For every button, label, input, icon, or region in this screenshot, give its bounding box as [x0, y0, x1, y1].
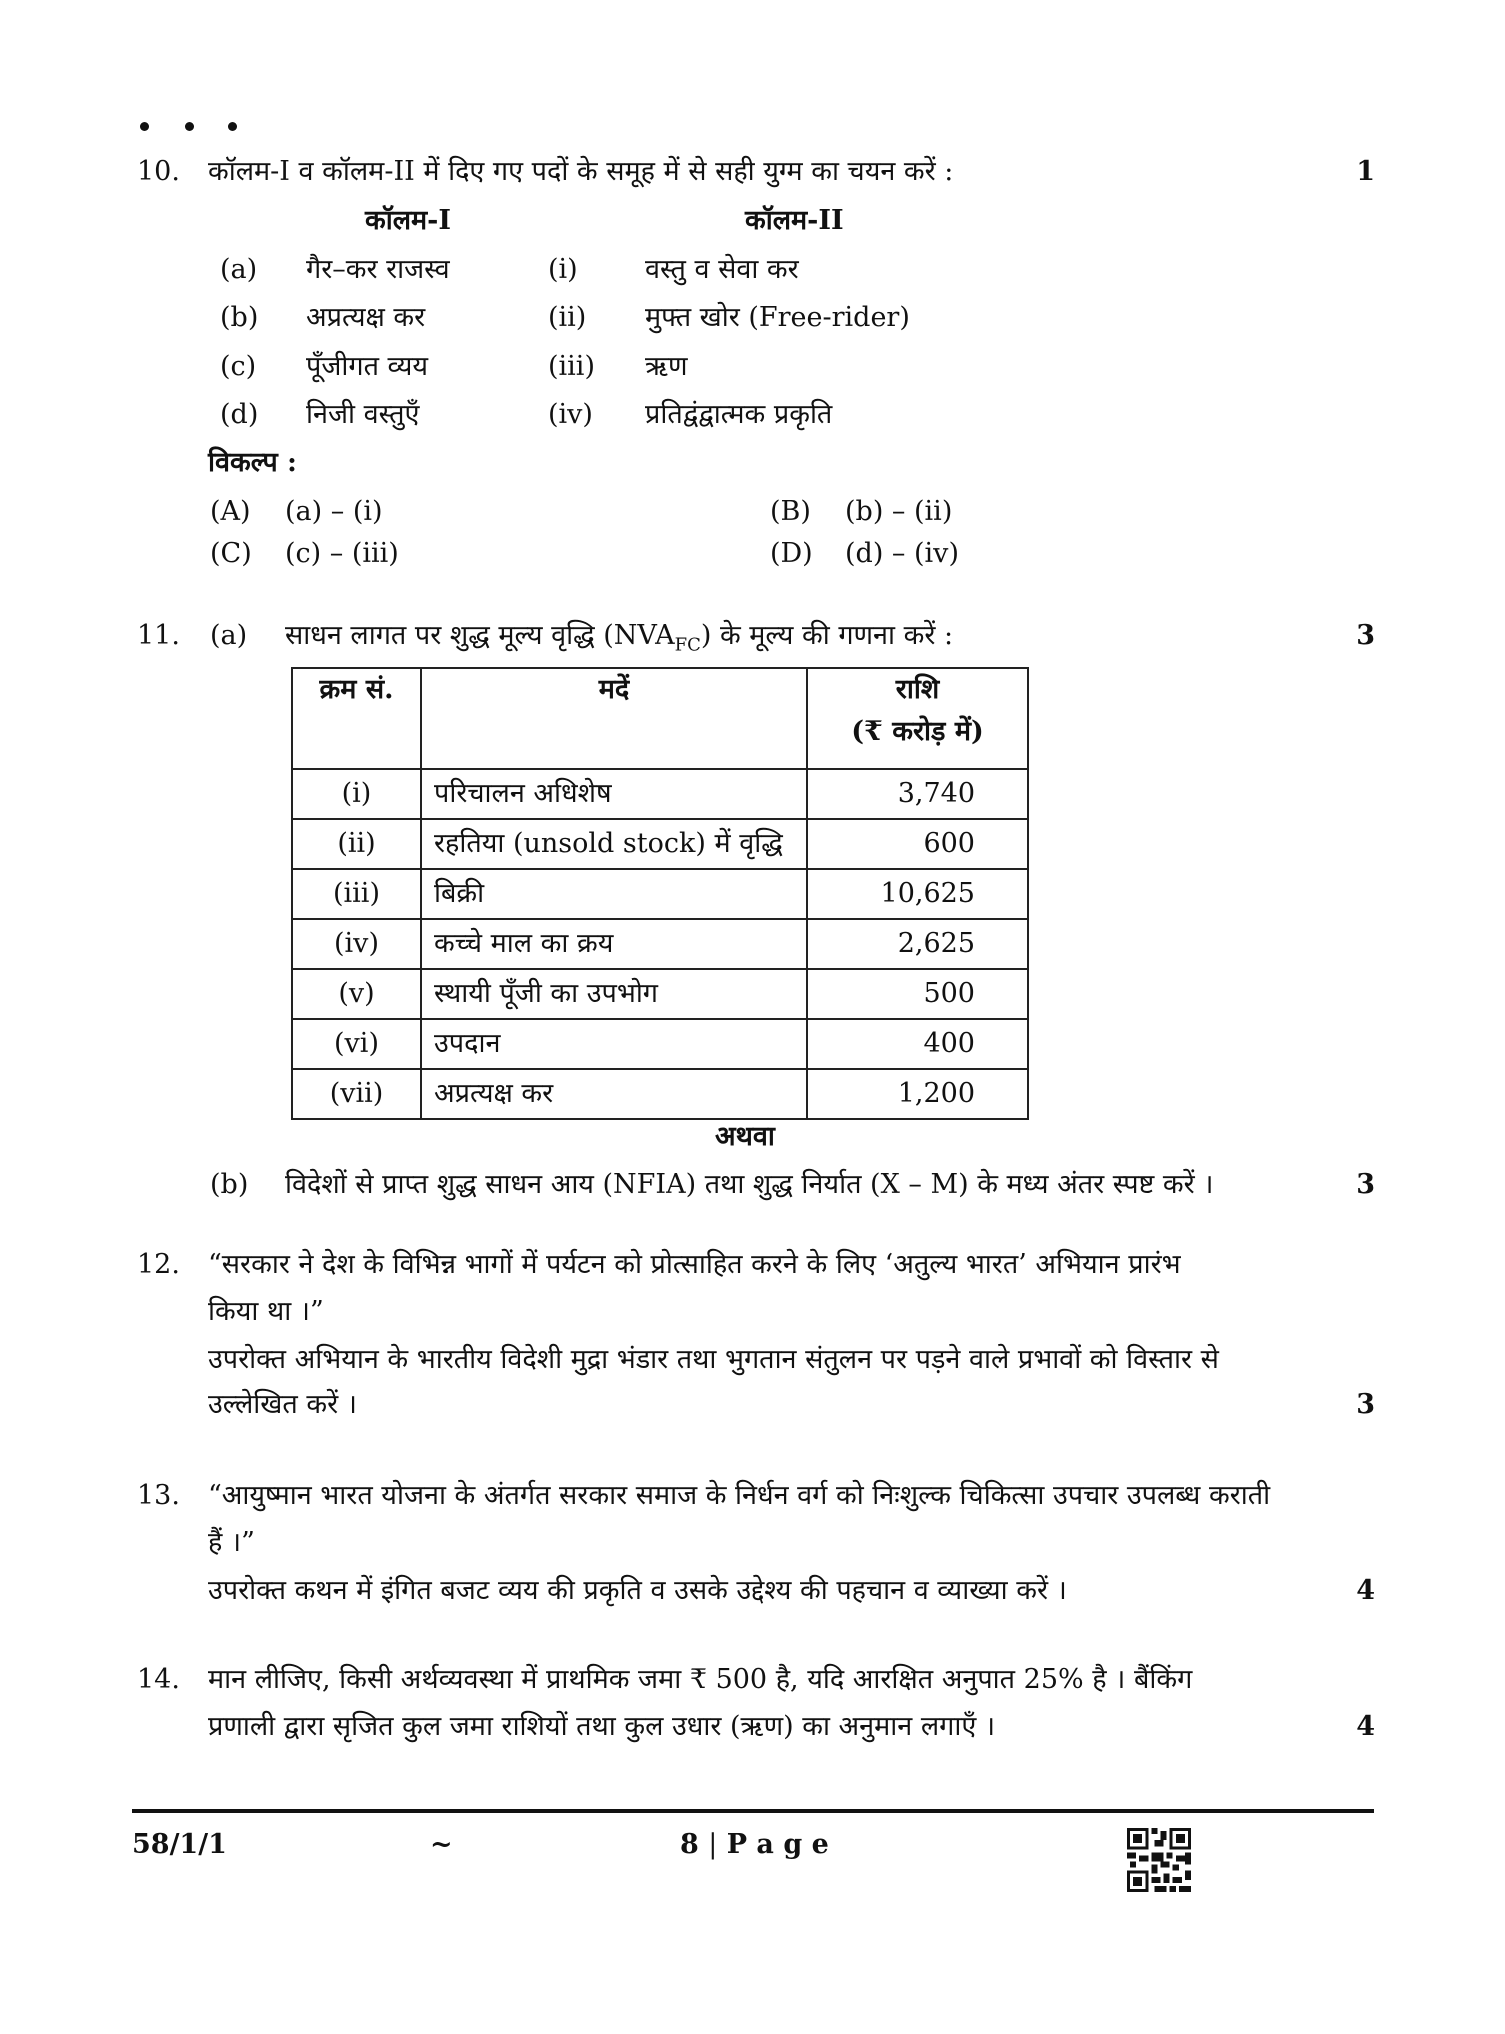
header-amount-unit: (₹ करोड़ में) [851, 716, 984, 747]
cell-serial: (i) [292, 769, 421, 819]
table-row [292, 969, 1028, 1019]
header-amount-title: राशि [895, 674, 940, 705]
row-match: मुफ्त खोर (Free-rider) [645, 302, 910, 333]
question-line: “आयुष्मान भारत योजना के अंतर्गत सरकार समाज के निर्धन वर्ग को निःशुल्क चिकित्सा उपचार उपलब्ध कराती [208, 1480, 1271, 1511]
header-serial: क्रम सं. [292, 668, 421, 769]
cell-serial: (ii) [292, 819, 421, 869]
or-label: अथवा [715, 1121, 775, 1152]
row-roman: (ii) [548, 302, 587, 333]
table-row [292, 769, 1028, 819]
question-line: किया था ।” [208, 1296, 324, 1327]
table-row [292, 919, 1028, 969]
option-key: (D) [770, 538, 813, 569]
footer-rule [132, 1809, 1374, 1813]
cell-serial: (iii) [292, 869, 421, 919]
marks: 1 [1356, 156, 1375, 187]
paper-code: 58/1/1 [132, 1829, 227, 1860]
table-row [292, 869, 1028, 919]
question-line: “सरकार ने देश के विभिन्न भागों में पर्यटन को प्रोत्साहित करने के लिए ‘अतुल्य भारत’ अभियान प्रारंभ [208, 1249, 1181, 1280]
cell-item: कच्चे माल का क्रय [421, 919, 807, 969]
marks: 4 [1356, 1711, 1375, 1742]
question-line: उल्लेखित करें । [208, 1389, 357, 1420]
part-a-subscript: FC [674, 634, 701, 656]
question-number: 12. [137, 1249, 180, 1280]
cell-item: रहतिया (unsold stock) में वृद्धि [421, 819, 807, 869]
marks: 3 [1356, 620, 1375, 651]
table-row [292, 1019, 1028, 1069]
part-a-text [285, 619, 953, 662]
option-key: (B) [770, 496, 811, 527]
cell-serial: (v) [292, 969, 421, 1019]
row-roman: (iii) [548, 351, 595, 382]
header-amount [807, 668, 1028, 769]
part-a-label: (a) [210, 620, 248, 651]
question-line: उपरोक्त अभियान के भारतीय विदेशी मुद्रा भंडार तथा भुगतान संतुलन पर पड़ने वाले प्रभावों को विस्तार से [208, 1344, 1219, 1375]
row-roman: (iv) [548, 399, 593, 430]
footer-tilde: ~ [430, 1829, 453, 1860]
qr-code-icon [1127, 1828, 1191, 1892]
cell-amount: 10,625 [807, 869, 1028, 919]
table-row [292, 1069, 1028, 1119]
row-match: ऋण [645, 351, 688, 382]
row-match: वस्तु व सेवा कर [645, 254, 799, 285]
row-label: (b) [220, 302, 259, 333]
row-roman: (i) [548, 254, 578, 285]
option-key: (C) [210, 538, 252, 569]
part-a-text-after: ) के मूल्य की गणना करें : [700, 620, 954, 651]
part-a-text-before: साधन लागत पर शुद्ध मूल्य वृद्धि (NVA [285, 620, 675, 651]
header-items: मदें [421, 668, 807, 769]
marks: 3 [1356, 1169, 1375, 1200]
question-line: हैं ।” [208, 1527, 255, 1558]
row-label: (c) [220, 351, 257, 382]
cell-item: बिक्री [421, 869, 807, 919]
cell-amount: 500 [807, 969, 1028, 1019]
cell-item: स्थायी पूँजी का उपभोग [421, 969, 807, 1019]
part-b-label: (b) [210, 1169, 249, 1200]
header-dot [228, 122, 237, 131]
page-label: P a g e [726, 1829, 829, 1860]
table-row [292, 819, 1028, 869]
option-value: (a) – (i) [285, 496, 383, 527]
header-dot [140, 122, 149, 131]
cell-item: उपदान [421, 1019, 807, 1069]
cell-serial: (iv) [292, 919, 421, 969]
page-separator: | [708, 1829, 718, 1860]
page-number: 8 [680, 1829, 699, 1860]
header-dot [185, 122, 194, 131]
row-term: गैर–कर राजस्व [306, 254, 450, 285]
row-term: पूँजीगत व्यय [306, 351, 429, 382]
question-number: 13. [137, 1480, 180, 1511]
question-line: मान लीजिए, किसी अर्थव्यवस्था में प्राथमिक जमा ₹ 500 है, यदि आरक्षित अनुपात 25% है । बैंकिंग [208, 1664, 1193, 1695]
row-label: (d) [220, 399, 259, 430]
cell-amount: 600 [807, 819, 1028, 869]
question-number: 11. [137, 620, 180, 651]
part-b-text: विदेशों से प्राप्त शुद्ध साधन आय (NFIA) तथा शुद्ध निर्यात (X – M) के मध्य अंतर स्पष्ट करें । [285, 1169, 1214, 1200]
cell-item: परिचालन अधिशेष [421, 769, 807, 819]
options-label: विकल्प : [208, 447, 298, 478]
row-term: निजी वस्तुएँ [306, 399, 420, 430]
question-text: कॉलम-I व कॉलम-II में दिए गए पदों के समूह में से सही युग्म का चयन करें : [208, 156, 954, 187]
option-value: (c) – (iii) [285, 538, 399, 569]
page-number-block [680, 1828, 829, 1862]
cell-amount: 2,625 [807, 919, 1028, 969]
row-match: प्रतिद्वंद्वात्मक प्रकृति [645, 399, 833, 430]
cell-serial: (vi) [292, 1019, 421, 1069]
cell-serial: (vii) [292, 1069, 421, 1119]
row-label: (a) [220, 254, 258, 285]
row-term: अप्रत्यक्ष कर [306, 302, 426, 333]
option-value: (b) – (ii) [845, 496, 953, 527]
cell-amount: 1,200 [807, 1069, 1028, 1119]
cell-item: अप्रत्यक्ष कर [421, 1069, 807, 1119]
question-number: 14. [137, 1664, 180, 1695]
question-line: उपरोक्त कथन में इंगित बजट व्यय की प्रकृति व उसके उद्देश्य की पहचान व व्याख्या करें । [208, 1575, 1067, 1606]
table-header-row [292, 668, 1028, 769]
cell-amount: 3,740 [807, 769, 1028, 819]
column-2-header: कॉलम-II [745, 205, 844, 236]
option-value: (d) – (iv) [845, 538, 959, 569]
nva-data-table [291, 667, 1029, 1120]
marks: 3 [1356, 1389, 1375, 1420]
column-1-header: कॉलम-I [365, 205, 452, 236]
question-number: 10. [137, 156, 180, 187]
cell-amount: 400 [807, 1019, 1028, 1069]
marks: 4 [1356, 1575, 1375, 1606]
option-key: (A) [210, 496, 251, 527]
question-line: प्रणाली द्वारा सृजित कुल जमा राशियों तथा कुल उधार (ऋण) का अनुमान लगाएँ । [208, 1711, 996, 1742]
